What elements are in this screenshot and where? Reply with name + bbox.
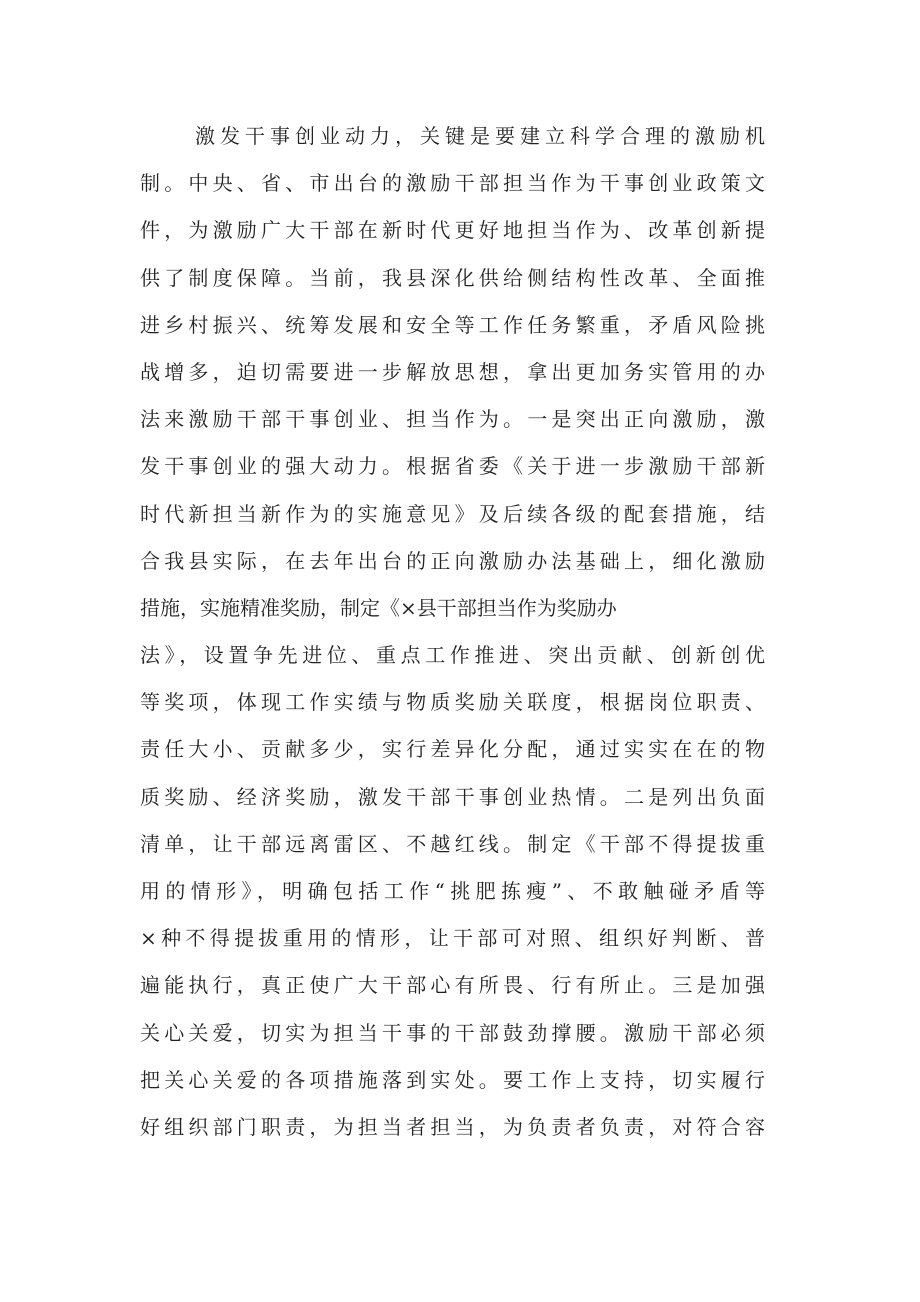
paragraph-line: 战增多，迫切需要进一步解放思想，拿出更加务实管用的办 <box>140 359 765 384</box>
paragraph-line: 法》，设置争先进位、重点工作推进、突出贡献、创新创优 <box>140 643 765 668</box>
paragraph-line: 清单，让干部远离雷区、不越红线。制定《干部不得提拔重 <box>140 831 765 856</box>
paragraph-line: 法来激励干部干事创业、担当作为。一是突出正向激励，激 <box>140 407 765 432</box>
paragraph-line: 措施，实施精准奖励，制定《×县干部担当作为奖励办 <box>140 595 617 620</box>
paragraph-line: 责任大小、贡献多少，实行差异化分配，通过实实在在的物 <box>140 737 765 762</box>
paragraph-line: 质奖励、经济奖励，激发干部干事创业热情。二是列出负面 <box>140 784 765 809</box>
paragraph-line: 激发干事创业动力，关键是要建立科学合理的激励机 <box>195 124 765 148</box>
paragraph-line: 用的情形》，明确包括工作“挑肥拣瘦”、不敢触碰矛盾等 <box>140 879 765 903</box>
paragraph-line: 把关心关爱的各项措施落到实处。要工作上支持，切实履行 <box>140 1067 765 1092</box>
body-paragraph <box>140 113 765 1151</box>
paragraph-line: 等奖项，体现工作实绩与物质奖励关联度，根据岗位职责、 <box>140 690 765 715</box>
paragraph-line: 好组织部门职责，为担当者担当，为负责者负责，对符合容 <box>140 1114 765 1139</box>
paragraph-line: 发干事创业的强大动力。根据省委《关于进一步激励干部新 <box>140 454 765 479</box>
paragraph-line: 进乡村振兴、统筹发展和安全等工作任务繁重，矛盾风险挑 <box>140 312 765 337</box>
paragraph-line: 关心关爱，切实为担当干事的干部鼓劲撑腰。激励干部必须 <box>140 1020 765 1045</box>
paragraph-line: 件，为激励广大干部在新时代更好地担当作为、改革创新提 <box>140 218 765 243</box>
paragraph-line: 合我县实际，在去年出台的正向激励办法基础上，细化激励 <box>140 548 765 573</box>
paragraph-line: ×种不得提拔重用的情形，让干部可对照、组织好判断、普 <box>140 926 765 951</box>
paragraph-line: 遍能执行，真正使广大干部心有所畏、行有所止。三是加强 <box>140 973 765 998</box>
paragraph-line: 时代新担当新作为的实施意见》及后续各级的配套措施，结 <box>140 501 765 526</box>
paragraph-line: 制。中央、省、市出台的激励干部担当作为干事创业政策文 <box>140 171 765 196</box>
paragraph-line: 供了制度保障。当前，我县深化供给侧结构性改革、全面推 <box>140 265 765 290</box>
